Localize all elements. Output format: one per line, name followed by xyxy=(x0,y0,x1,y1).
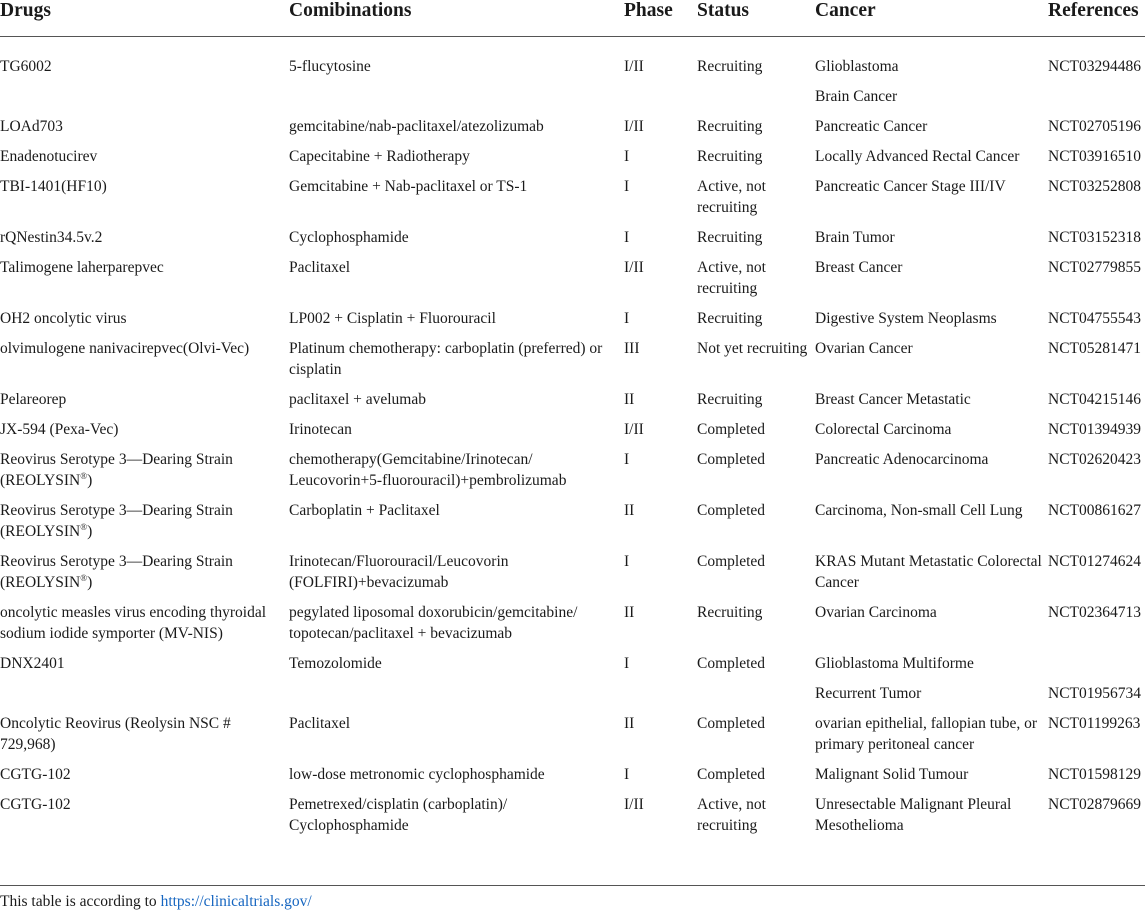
cell-combination: LP002 + Cisplatin + Fluorouracil xyxy=(289,309,496,327)
cell-cancer: Brain Cancer xyxy=(815,87,898,105)
table-row xyxy=(0,794,1145,845)
cell-combination: 5-flucytosine xyxy=(289,57,371,75)
cell-drug: Reovirus Serotype 3—Dearing Strain (REOLYSIN®) xyxy=(0,552,233,591)
cell-cancer: Pancreatic Cancer Stage III/IV xyxy=(815,177,1006,195)
cell-reference: NCT01394939 xyxy=(1048,420,1141,438)
cell-status: Recruiting xyxy=(697,390,763,408)
table-row xyxy=(0,116,1145,146)
table-body xyxy=(0,36,1145,845)
cell-phase: I xyxy=(624,552,630,570)
table-bottom-rule xyxy=(0,885,1145,886)
table-row xyxy=(0,500,1145,551)
cell-drug: JX-594 (Pexa-Vec) xyxy=(0,420,119,438)
table-row xyxy=(0,419,1145,449)
table-row xyxy=(0,308,1145,338)
table-row xyxy=(0,36,1145,86)
table-row xyxy=(0,713,1145,764)
cell-phase: I/II xyxy=(624,57,644,75)
cell-combination xyxy=(289,683,624,713)
cell-status: Recruiting xyxy=(697,147,763,165)
cell-drug: TG6002 xyxy=(0,57,52,75)
cell-cancer: Glioblastoma Multiforme xyxy=(815,654,974,672)
cell-cancer: ovarian epithelial, fallopian tube, or primary peritoneal cancer xyxy=(815,714,1038,753)
cell-reference xyxy=(1048,86,1145,116)
cell-phase: I/II xyxy=(624,258,644,276)
table-row xyxy=(0,602,1145,653)
cell-reference: NCT03252808 xyxy=(1048,177,1141,195)
cell-reference: NCT00861627 xyxy=(1048,501,1141,519)
cell-combination: Irinotecan xyxy=(289,420,352,438)
cell-status xyxy=(697,86,815,116)
cell-drug xyxy=(0,86,289,116)
cell-cancer: Unresectable Malignant Pleural Mesothelioma xyxy=(815,795,1012,834)
cell-drug: CGTG-102 xyxy=(0,795,71,813)
cell-phase: III xyxy=(624,339,640,357)
cell-reference: NCT02620423 xyxy=(1048,450,1141,468)
cell-cancer: Recurrent Tumor xyxy=(815,684,922,702)
cell-status: Completed xyxy=(697,714,766,732)
cell-reference: NCT01199263 xyxy=(1048,714,1141,732)
cell-drug: oncolytic measles virus encoding thyroidal sodium iodide symporter (MV-NIS) xyxy=(0,603,267,642)
cell-reference: NCT04215146 xyxy=(1048,390,1141,408)
cell-combination: Pemetrexed/cisplatin (carboplatin)/ Cyclophosphamide xyxy=(289,795,508,834)
cell-drug: Talimogene laherparepvec xyxy=(0,258,164,276)
table-row xyxy=(0,86,1145,116)
cell-drug: TBI-1401(HF10) xyxy=(0,177,107,195)
header-status: Status xyxy=(697,0,815,36)
cell-combination: Platinum chemotherapy: carboplatin (preferred) or cisplatin xyxy=(289,339,603,378)
cell-status xyxy=(697,683,815,713)
cell-drug: DNX2401 xyxy=(0,654,65,672)
cell-phase: I xyxy=(624,177,630,195)
cell-combination: Temozolomide xyxy=(289,654,382,672)
cell-drug: OH2 oncolytic virus xyxy=(0,309,127,327)
cell-phase: I xyxy=(624,147,630,165)
header-phase: Phase xyxy=(624,0,697,36)
clinicaltrials-link[interactable]: https://clinicaltrials.gov/ xyxy=(160,893,312,910)
cell-status: Recruiting xyxy=(697,309,763,327)
cell-status: Completed xyxy=(697,420,766,438)
cell-drug: CGTG-102 xyxy=(0,765,71,783)
cell-cancer: Malignant Solid Tumour xyxy=(815,765,969,783)
cell-phase: II xyxy=(624,501,635,519)
cell-status: Completed xyxy=(697,450,766,468)
cell-drug: Enadenotucirev xyxy=(0,147,98,165)
cell-phase: I/II xyxy=(624,795,644,813)
cell-combination: low-dose metronomic cyclophosphamide xyxy=(289,765,545,783)
cell-status: Recruiting xyxy=(697,117,763,135)
cell-reference: NCT02705196 xyxy=(1048,117,1141,135)
cell-drug: Pelareorep xyxy=(0,390,67,408)
header-references: References xyxy=(1048,0,1145,36)
cell-status: Completed xyxy=(697,654,766,672)
cell-status: Recruiting xyxy=(697,57,763,75)
cell-reference: NCT01956734 xyxy=(1048,684,1141,702)
cell-reference: NCT02879669 xyxy=(1048,795,1141,813)
cell-combination: Carboplatin + Paclitaxel xyxy=(289,501,440,519)
cell-status: Recruiting xyxy=(697,228,763,246)
cell-phase: I xyxy=(624,765,630,783)
cell-combination: pegylated liposomal doxorubicin/gemcitabine/ topotecan/paclitaxel + bevacizumab xyxy=(289,603,578,642)
cell-reference: NCT03916510 xyxy=(1048,147,1141,165)
cell-phase: I xyxy=(624,228,630,246)
cell-combination: Irinotecan/Fluorouracil/Leucovorin (FOLFIRI)+bevacizumab xyxy=(289,552,509,591)
table-row xyxy=(0,227,1145,257)
registered-mark: ® xyxy=(80,470,88,481)
cell-reference: NCT04755543 xyxy=(1048,309,1141,327)
cell-status: Active, not recruiting xyxy=(697,177,766,216)
cell-combination: Gemcitabine + Nab-paclitaxel or TS-1 xyxy=(289,177,528,195)
table-footnote xyxy=(0,893,312,911)
cell-phase: I/II xyxy=(624,117,644,135)
cell-status: Completed xyxy=(697,552,766,570)
cell-cancer: Pancreatic Cancer xyxy=(815,117,928,135)
cell-phase: II xyxy=(624,603,635,621)
cell-cancer: Glioblastoma xyxy=(815,57,899,75)
cell-drug: Oncolytic Reovirus (Reolysin NSC # 729,968) xyxy=(0,714,231,753)
cell-phase: II xyxy=(624,714,635,732)
table-row xyxy=(0,764,1145,794)
cell-combination: chemotherapy(Gemcitabine/Irinotecan/ Leucovorin+5-fluorouracil)+pembrolizumab xyxy=(289,450,567,489)
cell-status: Active, not recruiting xyxy=(697,795,766,834)
cell-phase: I xyxy=(624,654,630,672)
cell-cancer: Breast Cancer Metastatic xyxy=(815,390,971,408)
cell-drug: Reovirus Serotype 3—Dearing Strain (REOLYSIN®) xyxy=(0,501,233,540)
cell-combination: paclitaxel + avelumab xyxy=(289,390,426,408)
header-drugs: Drugs xyxy=(0,0,289,36)
cell-cancer: Ovarian Carcinoma xyxy=(815,603,937,621)
cell-reference: NCT01598129 xyxy=(1048,765,1141,783)
cell-cancer: Brain Tumor xyxy=(815,228,895,246)
header-combinations: Comibinations xyxy=(289,0,624,36)
table-row xyxy=(0,551,1145,602)
cell-cancer: Colorectal Carcinoma xyxy=(815,420,952,438)
table-row xyxy=(0,389,1145,419)
cell-status: Completed xyxy=(697,501,766,519)
cell-combination: Paclitaxel xyxy=(289,258,351,276)
table-row xyxy=(0,683,1145,713)
table-row xyxy=(0,257,1145,308)
cell-combination: Paclitaxel xyxy=(289,714,351,732)
header-cancer: Cancer xyxy=(815,0,1048,36)
cell-drug: LOAd703 xyxy=(0,117,63,135)
cell-phase: I/II xyxy=(624,420,644,438)
cell-reference: NCT03294486 xyxy=(1048,57,1141,75)
table-row xyxy=(0,338,1145,389)
cell-phase xyxy=(624,683,697,713)
cell-cancer: Locally Advanced Rectal Cancer xyxy=(815,147,1020,165)
table-header-row xyxy=(0,0,1145,36)
cell-status: Not yet recruiting xyxy=(697,339,808,357)
cell-reference: NCT02779855 xyxy=(1048,258,1141,276)
table-row xyxy=(0,146,1145,176)
cell-combination: Cyclophosphamide xyxy=(289,228,409,246)
cell-combination xyxy=(289,86,624,116)
cell-reference: NCT05281471 xyxy=(1048,339,1141,357)
cell-phase: II xyxy=(624,390,635,408)
cell-cancer: Ovarian Cancer xyxy=(815,339,913,357)
footnote-text: This table is according to xyxy=(0,893,161,910)
cell-combination: gemcitabine/nab-paclitaxel/atezolizumab xyxy=(289,117,544,135)
cell-cancer: Digestive System Neoplasms xyxy=(815,309,997,327)
cell-cancer: Pancreatic Adenocarcinoma xyxy=(815,450,989,468)
cell-phase: I xyxy=(624,450,630,468)
cell-drug: rQNestin34.5v.2 xyxy=(0,228,103,246)
cell-combination: Capecitabine + Radiotherapy xyxy=(289,147,470,165)
cell-status: Active, not recruiting xyxy=(697,258,766,297)
cell-phase xyxy=(624,86,697,116)
cell-drug xyxy=(0,683,289,713)
registered-mark: ® xyxy=(80,572,88,583)
registered-mark: ® xyxy=(80,521,88,532)
cell-reference: NCT01274624 xyxy=(1048,552,1141,570)
cell-reference: NCT03152318 xyxy=(1048,228,1141,246)
cell-drug: Reovirus Serotype 3—Dearing Strain (REOLYSIN®) xyxy=(0,450,233,489)
table-row xyxy=(0,449,1145,500)
cell-phase: I xyxy=(624,309,630,327)
cell-drug: olvimulogene nanivacirepvec(Olvi-Vec) xyxy=(0,339,250,357)
cell-cancer: Carcinoma, Non-small Cell Lung xyxy=(815,501,1023,519)
table-row xyxy=(0,653,1145,683)
cell-cancer: Breast Cancer xyxy=(815,258,903,276)
cell-reference xyxy=(1048,653,1145,683)
table-row xyxy=(0,176,1145,227)
cell-reference: NCT02364713 xyxy=(1048,603,1141,621)
cell-status: Recruiting xyxy=(697,603,763,621)
cell-cancer: KRAS Mutant Metastatic Colorectal Cancer xyxy=(815,552,1042,591)
cell-status: Completed xyxy=(697,765,766,783)
